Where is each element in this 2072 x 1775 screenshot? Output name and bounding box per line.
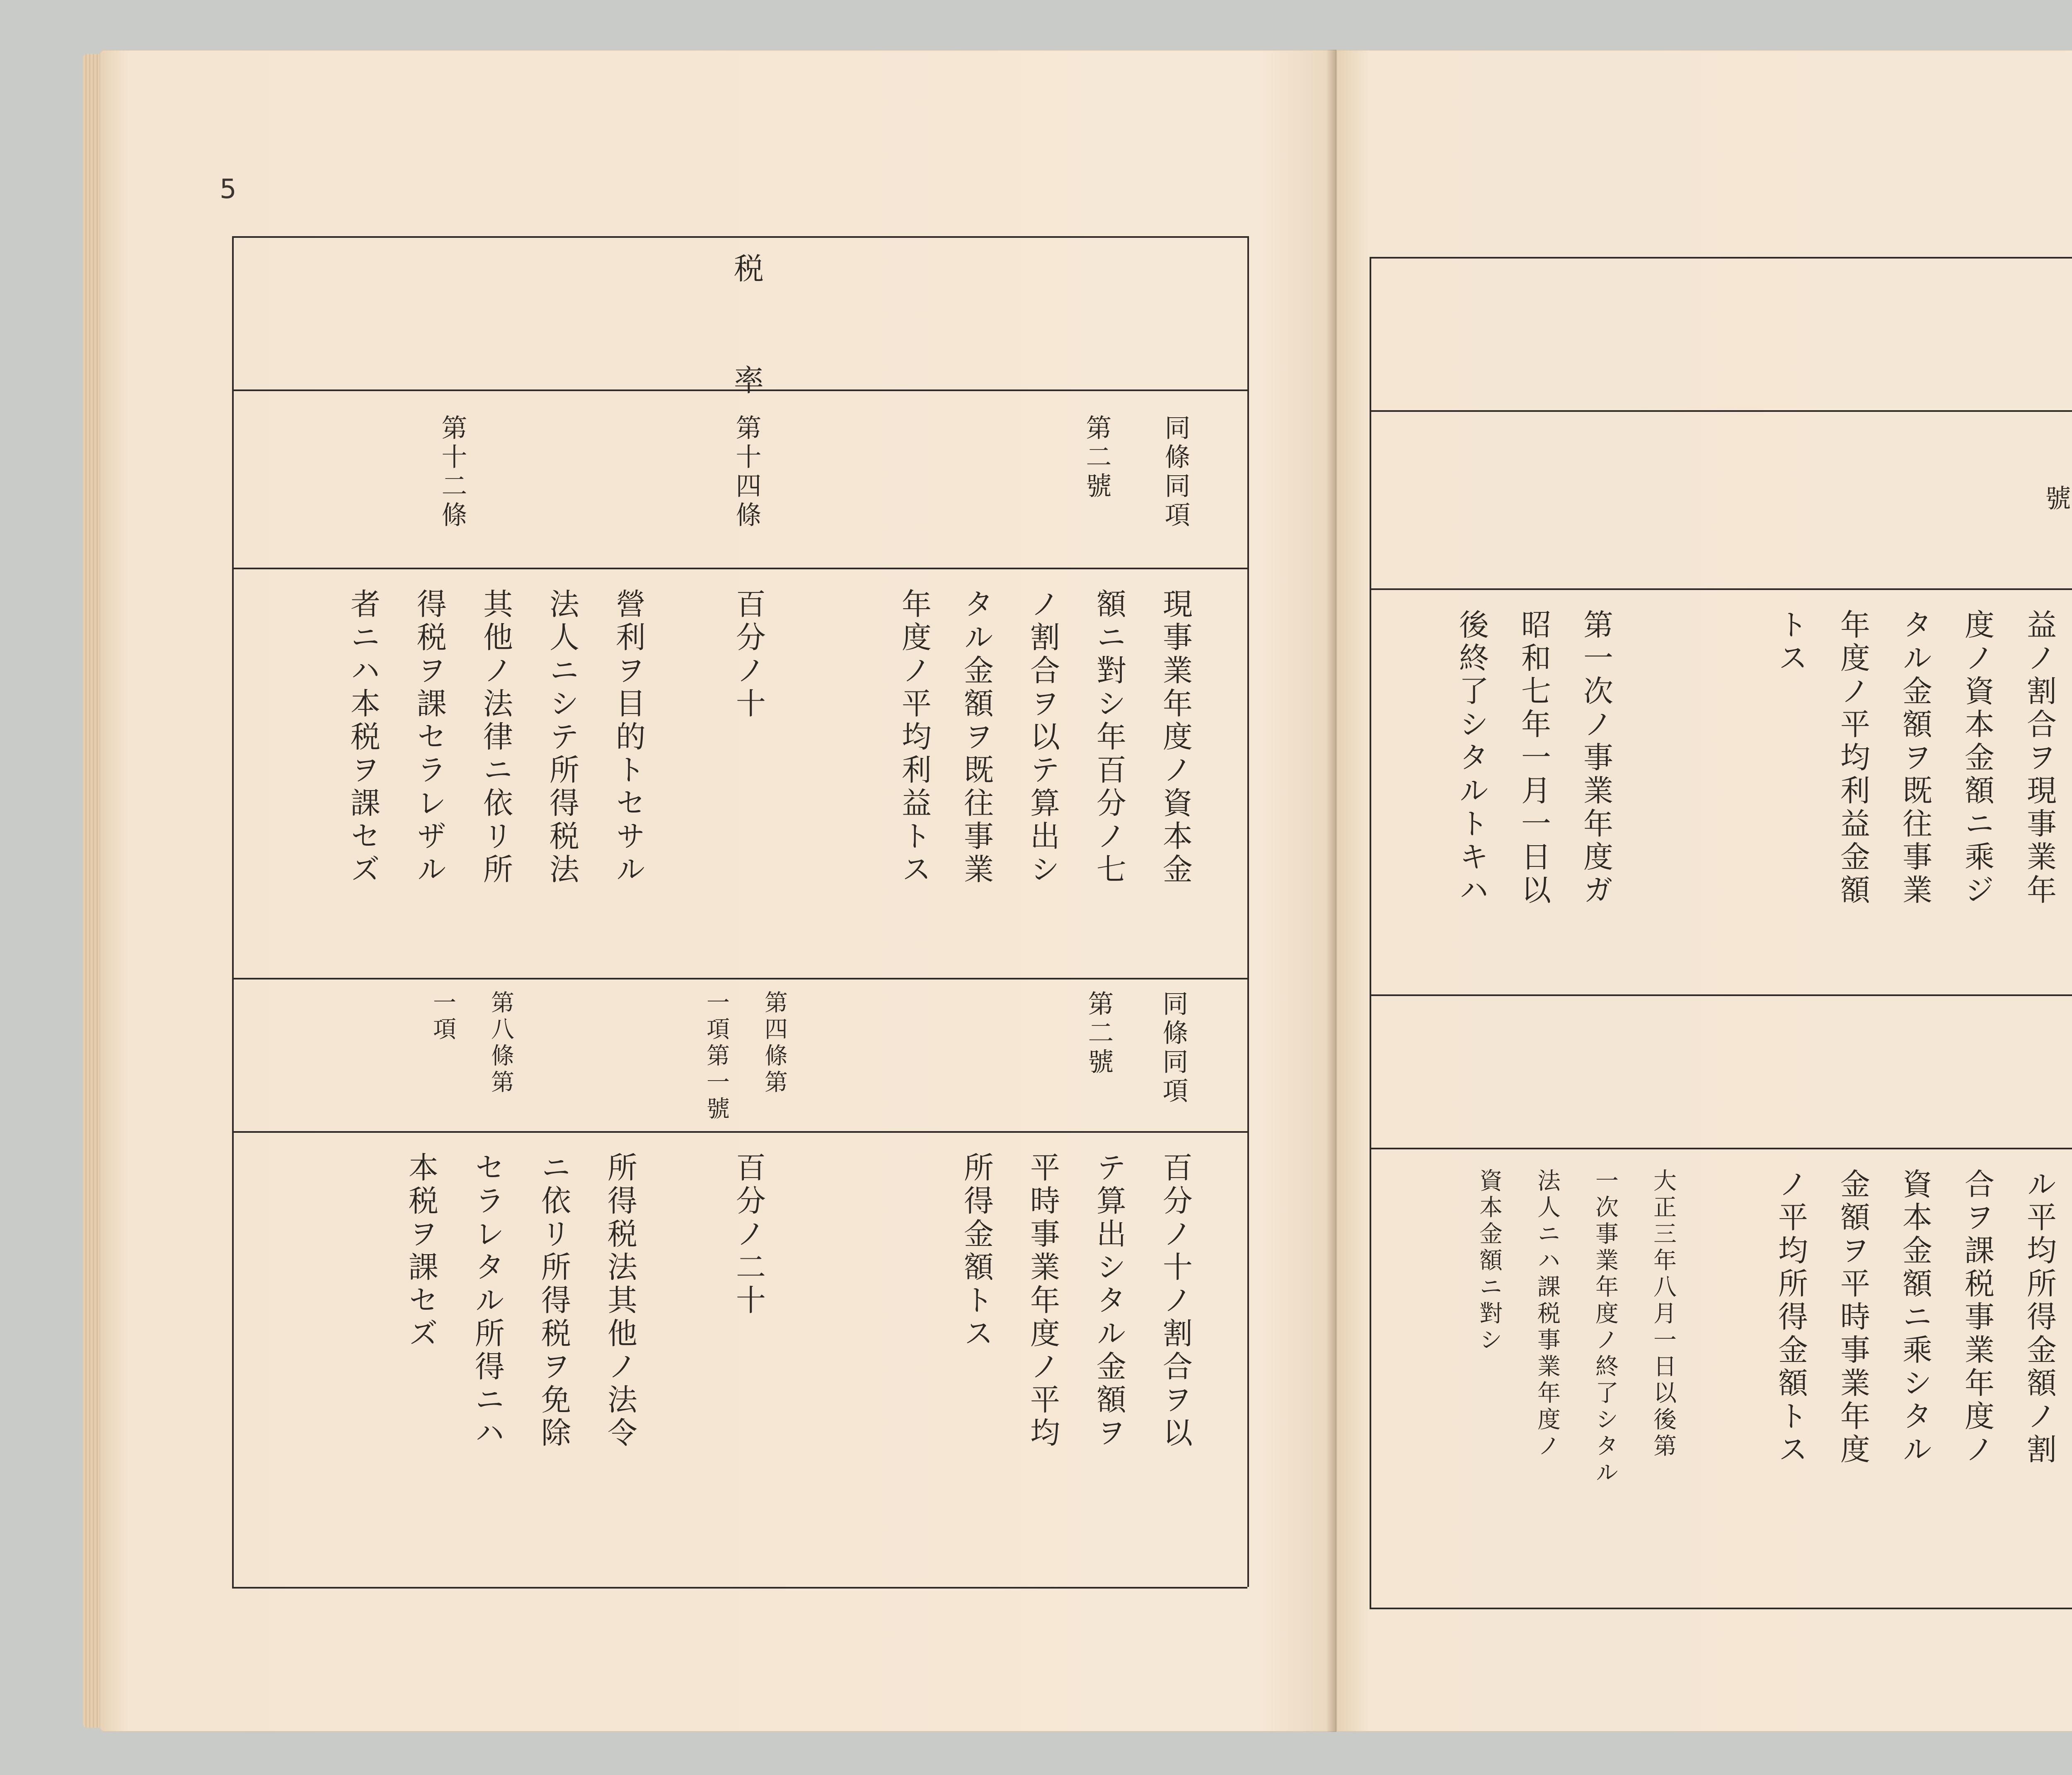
table-rule — [1370, 588, 2072, 590]
table-top-border — [1370, 257, 2072, 259]
row1-body-c4: 得税ヲ課セラレザル — [412, 588, 447, 887]
row1-header-c: 第十二條 — [437, 414, 467, 530]
row2-body-a7: 金額ヲ平時事業年度 — [1835, 1168, 1870, 1467]
table-rule — [232, 568, 1247, 569]
table-bottom-border — [232, 1587, 1247, 1589]
table-rule — [232, 978, 1247, 979]
table-left-border — [232, 236, 234, 1587]
row1-header-a2: 第二號 — [1082, 414, 1112, 501]
page-number-left: 5 — [220, 174, 237, 205]
row2-body-a2: テ算出シタル金額ヲ — [1092, 1152, 1126, 1450]
row1-body-b1: 百分ノ十 — [731, 588, 766, 721]
row1-body-a3: ノ割合ヲ以テ算出シ — [1025, 588, 1060, 887]
row2-header-a2: 第二號 — [1084, 990, 1114, 1077]
row1-body-a6: タル金額ヲ既往事業 — [1898, 609, 1932, 907]
table-top-border — [232, 236, 1247, 238]
row1-body-a8: トス — [1773, 609, 1808, 675]
row2-body-a6: 資本金額ニ乘シタル — [1898, 1168, 1932, 1467]
row2-body-a5: 合ヲ課税事業年度ノ — [1960, 1168, 1995, 1467]
header-rate: 率 — [729, 365, 764, 398]
right-page — [1336, 50, 2072, 1732]
row1-body-c3: 其他ノ法律ニ依リ所 — [478, 588, 513, 887]
book-spread — [66, 50, 2072, 1732]
row2-body-a4: 所得金額トス — [959, 1152, 994, 1351]
row2-body-b4: 資本金額ニ對シ — [1476, 1168, 1503, 1354]
table-rule — [232, 1131, 1247, 1133]
row2-body-a4: ル平均所得金額ノ割 — [2022, 1168, 2057, 1467]
row2-header-a1: 同條同項 — [1158, 990, 1188, 1106]
row2-body-b1: 大正三年八月一日以後第 — [1650, 1168, 1677, 1460]
table-rule — [1370, 1148, 2072, 1149]
row2-body-a3: 平時事業年度ノ平均 — [1025, 1152, 1060, 1450]
row1-body-b2: 昭和七年一月一日以 — [1516, 609, 1551, 907]
row2-body-a1: 百分ノ十ノ割合ヲ以 — [1158, 1152, 1193, 1450]
row2-body-a8: ノ平均所得金額トス — [1773, 1168, 1808, 1467]
row1-body-b3: 後終了シタルトキハ — [1454, 609, 1489, 907]
left-page — [99, 50, 1336, 1732]
row1-body-c5: 者ニハ本税ヲ課セズ — [346, 588, 380, 887]
row2-body-c1: 所得税法其他ノ法令 — [603, 1152, 637, 1450]
row2-body-b2: 一次事業年度ノ終了シタル — [1592, 1168, 1619, 1487]
row1-body-a4: タル金額ヲ既往事業 — [959, 588, 994, 887]
table-left-border — [1370, 257, 1371, 1608]
row1-header-b: 第十四條 — [731, 414, 762, 530]
row1-header-a1: 同條同項 — [1160, 414, 1191, 530]
row1-body-a5: 度ノ資本金額ニ乘ジ — [1960, 609, 1995, 907]
row1-body-a1: 現事業年度ノ資本金 — [1158, 588, 1193, 887]
table-right-border — [1247, 236, 1249, 1587]
row2-body-b3: 法人ニハ課税事業年度ノ — [1534, 1168, 1561, 1460]
row1-body-b1: 第一次ノ事業年度ガ — [1578, 609, 1613, 907]
table-rule — [1370, 410, 2072, 412]
table-rule — [1370, 994, 2072, 996]
row2-header-c1: 第八條第 — [487, 990, 514, 1096]
row2-body-c2: ニ依リ所得税ヲ免除 — [536, 1152, 571, 1450]
row1-body-a5: 年度ノ平均利益トス — [897, 588, 932, 887]
row1-body-a4: 益ノ割合ヲ現事業年 — [2022, 609, 2057, 907]
row2-header-b1: 第四條第 — [761, 990, 788, 1096]
row1-body-c2: 法人ニシテ所得税法 — [545, 588, 579, 887]
table-bottom-border — [1370, 1608, 2072, 1609]
header-tax: 税 — [729, 253, 764, 286]
row2-body-b1: 百分ノ二十 — [731, 1152, 766, 1318]
row1-body-c1: 營利ヲ目的トセサル — [611, 588, 646, 887]
row1-header-b: 號 — [2041, 485, 2071, 514]
row1-body-a7: 年度ノ平均利益金額 — [1835, 609, 1870, 907]
row2-body-c3: セラレタル所得ニハ — [470, 1152, 505, 1450]
row2-header-b2: 一項第一號 — [703, 990, 730, 1123]
row1-body-a2: 額ニ對シ年百分ノ七 — [1092, 588, 1126, 887]
row2-body-c4: 本税ヲ課セズ — [404, 1152, 438, 1351]
row2-header-c2: 一項 — [429, 990, 456, 1043]
